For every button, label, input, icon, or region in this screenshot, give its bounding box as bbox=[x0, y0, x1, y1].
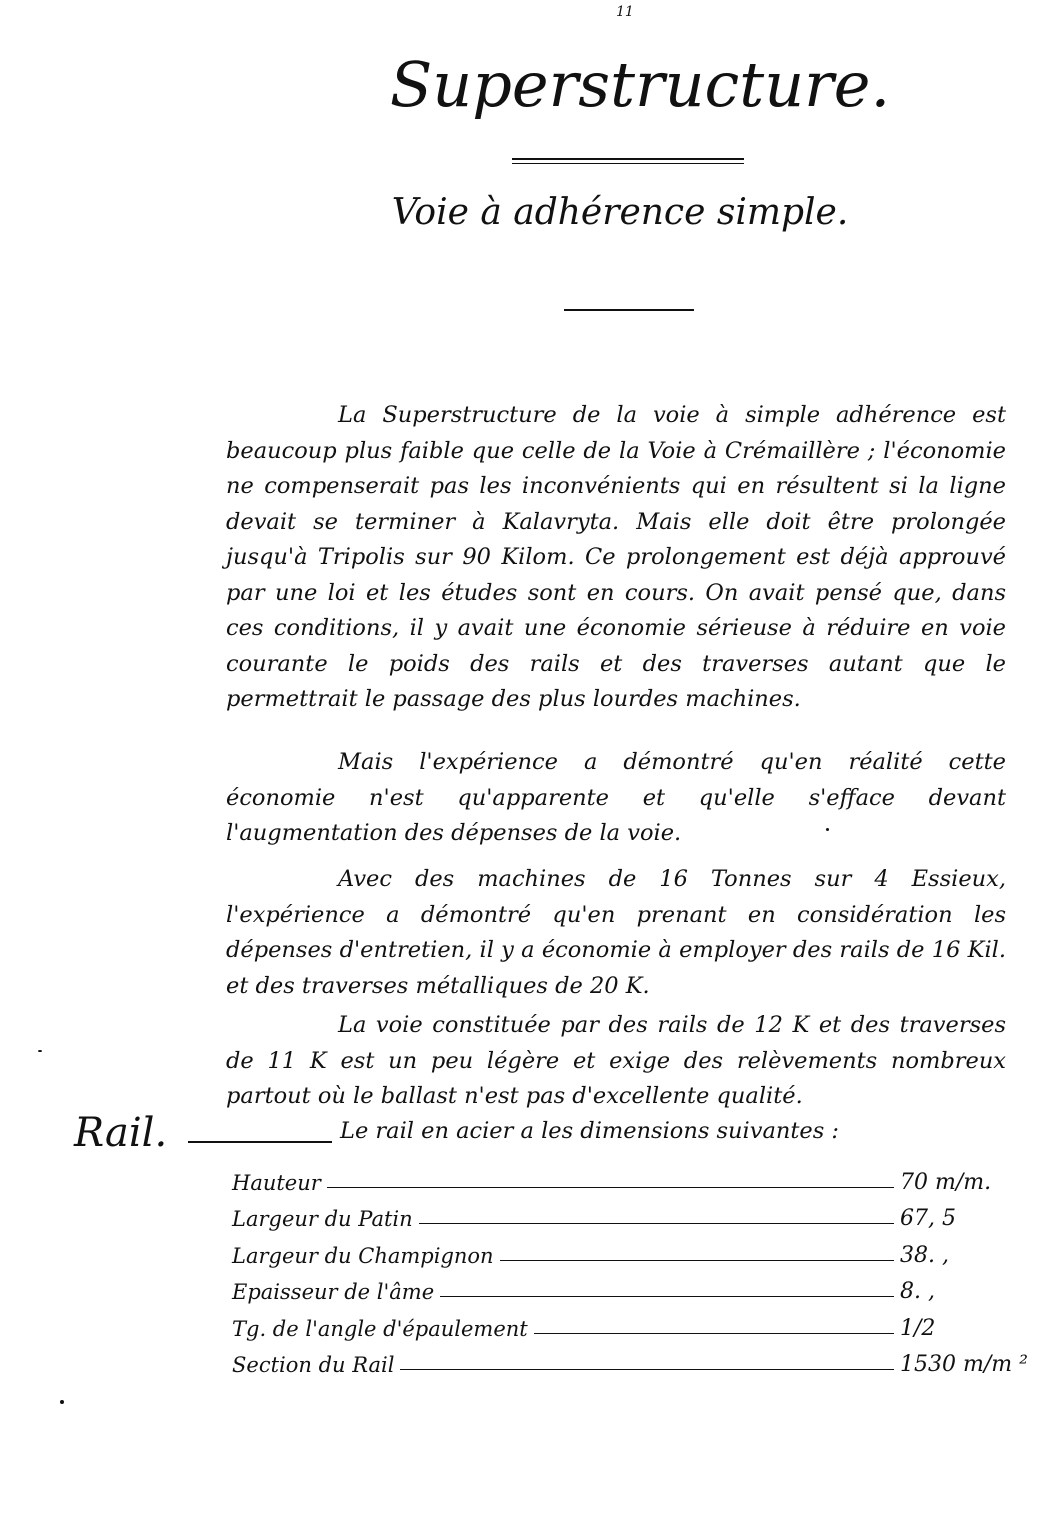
dimension-row bbox=[232, 1158, 992, 1195]
dimension-value: 1/2 bbox=[900, 1315, 936, 1341]
dimension-value: 8. , bbox=[900, 1279, 935, 1304]
dimension-leader bbox=[440, 1296, 894, 1297]
dimension-row bbox=[232, 1231, 992, 1268]
dimension-row bbox=[232, 1195, 992, 1232]
dimension-row bbox=[232, 1341, 1028, 1378]
rail-section-label: Rail. bbox=[74, 1110, 168, 1156]
dimension-leader bbox=[327, 1187, 894, 1188]
rail-dimensions-table bbox=[232, 1158, 1028, 1377]
page-subtitle: Voie à adhérence simple. bbox=[391, 192, 849, 233]
rail-leader-line bbox=[188, 1141, 332, 1143]
paragraph-text: Avec des machines de 16 Tonnes sur 4 Essieux, l'expérience a démontré qu'en prenant en considération les dépenses d'entretien, il y a économie à employer des rails de 16 Kil. et des traverses métalliques de 20 K. bbox=[226, 866, 1006, 999]
dimension-leader bbox=[419, 1223, 894, 1224]
title-underline bbox=[512, 158, 744, 164]
dimension-row bbox=[232, 1304, 992, 1341]
dimension-label: Tg. de l'angle d'épaulement bbox=[232, 1316, 528, 1341]
dimension-leader bbox=[500, 1260, 894, 1261]
paragraph-4 bbox=[226, 1008, 1006, 1115]
dimension-value: 67, 5 bbox=[900, 1206, 956, 1231]
paragraph-1 bbox=[226, 398, 1006, 718]
dimension-value: 70 m/m. bbox=[900, 1169, 992, 1195]
dimension-label: Largeur du Champignon bbox=[232, 1243, 494, 1268]
subtitle-divider bbox=[564, 309, 694, 311]
ink-speck bbox=[60, 1400, 64, 1404]
dimension-value: 38. , bbox=[900, 1242, 949, 1268]
ink-speck bbox=[38, 1050, 42, 1052]
dimension-leader bbox=[400, 1369, 894, 1370]
paragraph-2 bbox=[226, 745, 1006, 852]
paragraph-text: La voie constituée par des rails de 12 K et des traverses de 11 K est un peu légère et exige des relèvements nombreux partout où le ballast n'est pas d'excellente qualité. bbox=[226, 1012, 1006, 1109]
rail-intro-text: Le rail en acier a les dimensions suivantes : bbox=[340, 1118, 839, 1144]
page-title: Superstructure. bbox=[389, 48, 891, 121]
dimension-label: Hauteur bbox=[232, 1170, 321, 1195]
ink-speck bbox=[826, 828, 829, 831]
dimension-label: Epaisseur de l'âme bbox=[232, 1280, 435, 1304]
dimension-row bbox=[232, 1268, 992, 1305]
dimension-value: 1530 m/m ² bbox=[900, 1352, 1028, 1377]
paragraph-3 bbox=[226, 862, 1006, 1004]
dimension-leader bbox=[534, 1333, 894, 1334]
dimension-label: Section du Rail bbox=[232, 1353, 395, 1377]
page-number: 11 bbox=[616, 4, 634, 20]
paragraph-text: La Superstructure de la voie à simple adhérence est beaucoup plus faible que celle de la Voie à Crémaillère ; l'économie ne compenserait pas les inconvénients qui en résultent si la ligne devait se terminer à Kalavryta. Mais elle doit être prolongée jusqu'à Tripolis sur 90 Kilom. Ce prolongement est déjà approuvé par une loi et les études sont en cours. On avait pensé que, dans ces conditions, il y avait une économie sérieuse à réduire en voie courante le poids des rails et des traverses autant que le permettrait le passage des plus lourdes machines. bbox=[226, 402, 1006, 712]
dimension-label: Largeur du Patin bbox=[232, 1207, 413, 1231]
paragraph-text: Mais l'expérience a démontré qu'en réalité cette économie n'est qu'apparente et qu'elle s'efface devant l'augmentation des dépenses de la voie. bbox=[226, 749, 1006, 846]
